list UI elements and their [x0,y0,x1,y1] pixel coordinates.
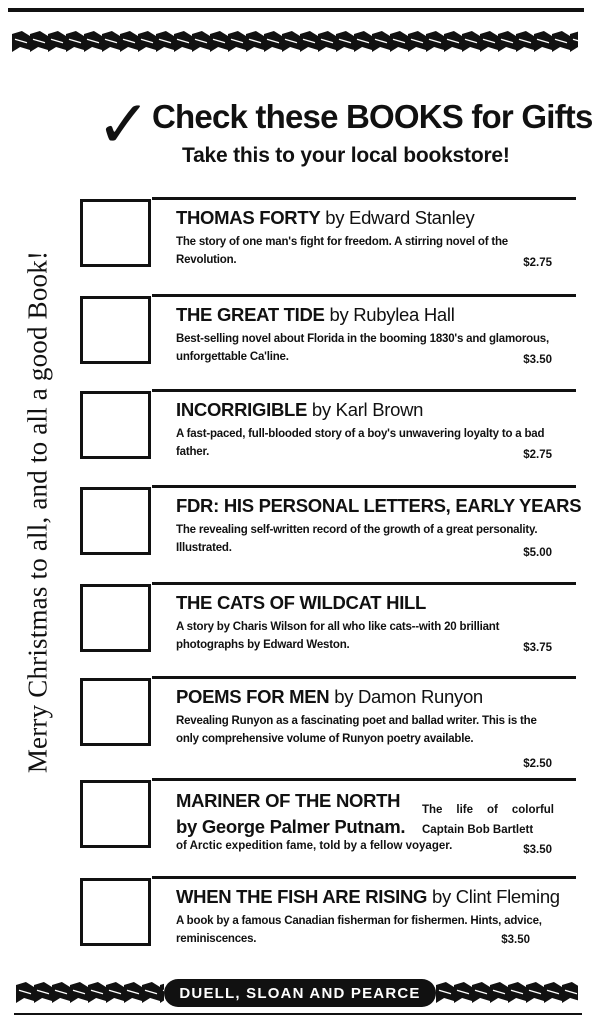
subhead: Take this to your local bookstore! [182,144,510,167]
divider [152,582,576,585]
book-description: The story of one man's fight for freedom. A stirring novel of the Revolution. [176,236,508,266]
book-author: by Karl Brown [311,399,424,420]
book-title-line [176,207,576,229]
book-title: FDR: HIS PERSONAL LETTERS, EARLY YEARS [176,495,582,516]
book-author: by Clint Fleming [431,886,560,907]
book-author: by Edward Stanley [325,207,475,228]
book-price: $2.75 [523,257,552,269]
book-description: Best-selling novel about Florida in the booming 1830's and glamorous, unforgettable Ca'line. [176,333,549,363]
book-description: The revealing self-written record of the growth of a great personality. Illustrated. [176,524,538,554]
book-item [80,485,582,571]
book-price: $3.75 [523,642,552,654]
book-description: A story by Charis Wilson for all who like cats--with 20 brilliant photographs by Edward Weston. [176,621,500,651]
divider [152,876,576,879]
book-checkbox[interactable] [80,487,151,555]
book-checkbox[interactable] [80,391,151,459]
divider [152,389,576,392]
book-title: THOMAS FORTY [176,207,321,228]
decorative-border-bottom-left [16,981,164,1003]
book-checkbox[interactable] [80,296,151,364]
book-title-line [176,686,576,708]
book-title-block [176,788,416,840]
divider [152,485,576,488]
book-description: Revealing Runyon as a fascinating poet and ballad writer. This is the only comprehensive volume of Runyon poetry available. [176,715,537,745]
book-price: $3.50 [501,934,530,946]
border-segment [562,982,578,1003]
book-item [80,676,576,770]
bottom-rule [14,1013,582,1015]
side-slogan: Merry Christmas to all, and to all a good Book! [22,250,53,774]
book-item [80,389,576,475]
divider [152,294,576,297]
book-checkbox[interactable] [80,878,151,946]
book-description: A fast-paced, full-blooded story of a boy's unwavering loyalty to a bad father. [176,428,545,458]
book-title: POEMS FOR MEN [176,686,330,707]
book-item [80,876,576,962]
book-price: $3.50 [523,354,552,366]
book-author: by George Palmer Putnam. [176,816,406,837]
divider [152,778,576,781]
top-rule [8,8,584,12]
book-author: by Damon Runyon [334,686,483,707]
checkmark-icon: ✓ [96,86,152,163]
publisher-name: DUELL, SLOAN AND PEARCE [164,979,436,1007]
decorative-border-top [12,30,578,52]
book-title-line [176,495,582,517]
book-item [80,294,576,380]
book-description-side: The life of colorful Captain Bob Bartlett [422,804,554,836]
book-checkbox[interactable] [80,678,151,746]
book-description: of Arctic expedition fame, told by a fellow voyager. [176,840,453,852]
book-title: THE CATS OF WILDCAT HILL [176,592,427,613]
decorative-border-bottom-right [436,981,578,1003]
book-item [80,197,576,283]
book-checkbox[interactable] [80,584,151,652]
divider [152,197,576,200]
book-title: INCORRIGIBLE [176,399,308,420]
divider [152,676,576,679]
book-item [80,582,576,668]
book-title-line [176,304,576,326]
book-price: $2.50 [523,758,552,770]
book-author: by Rubylea Hall [329,304,455,325]
headline: Check these BOOKS for Gifts [152,98,593,135]
book-title-line [176,399,576,421]
book-item [80,778,576,864]
book-title-line [176,886,576,908]
book-title: THE GREAT TIDE [176,304,325,325]
book-title: WHEN THE FISH ARE RISING [176,886,428,907]
book-price: $3.50 [523,844,552,856]
book-price: $2.75 [523,449,552,461]
book-checkbox[interactable] [80,780,151,848]
book-title-line [176,592,576,614]
book-checkbox[interactable] [80,199,151,267]
border-segment [570,31,578,52]
book-price: $5.00 [523,547,552,559]
book-title: MARINER OF THE NORTH [176,790,401,811]
book-description: A book by a famous Canadian fisherman for fishermen. Hints, advice, reminiscences. [176,915,542,945]
